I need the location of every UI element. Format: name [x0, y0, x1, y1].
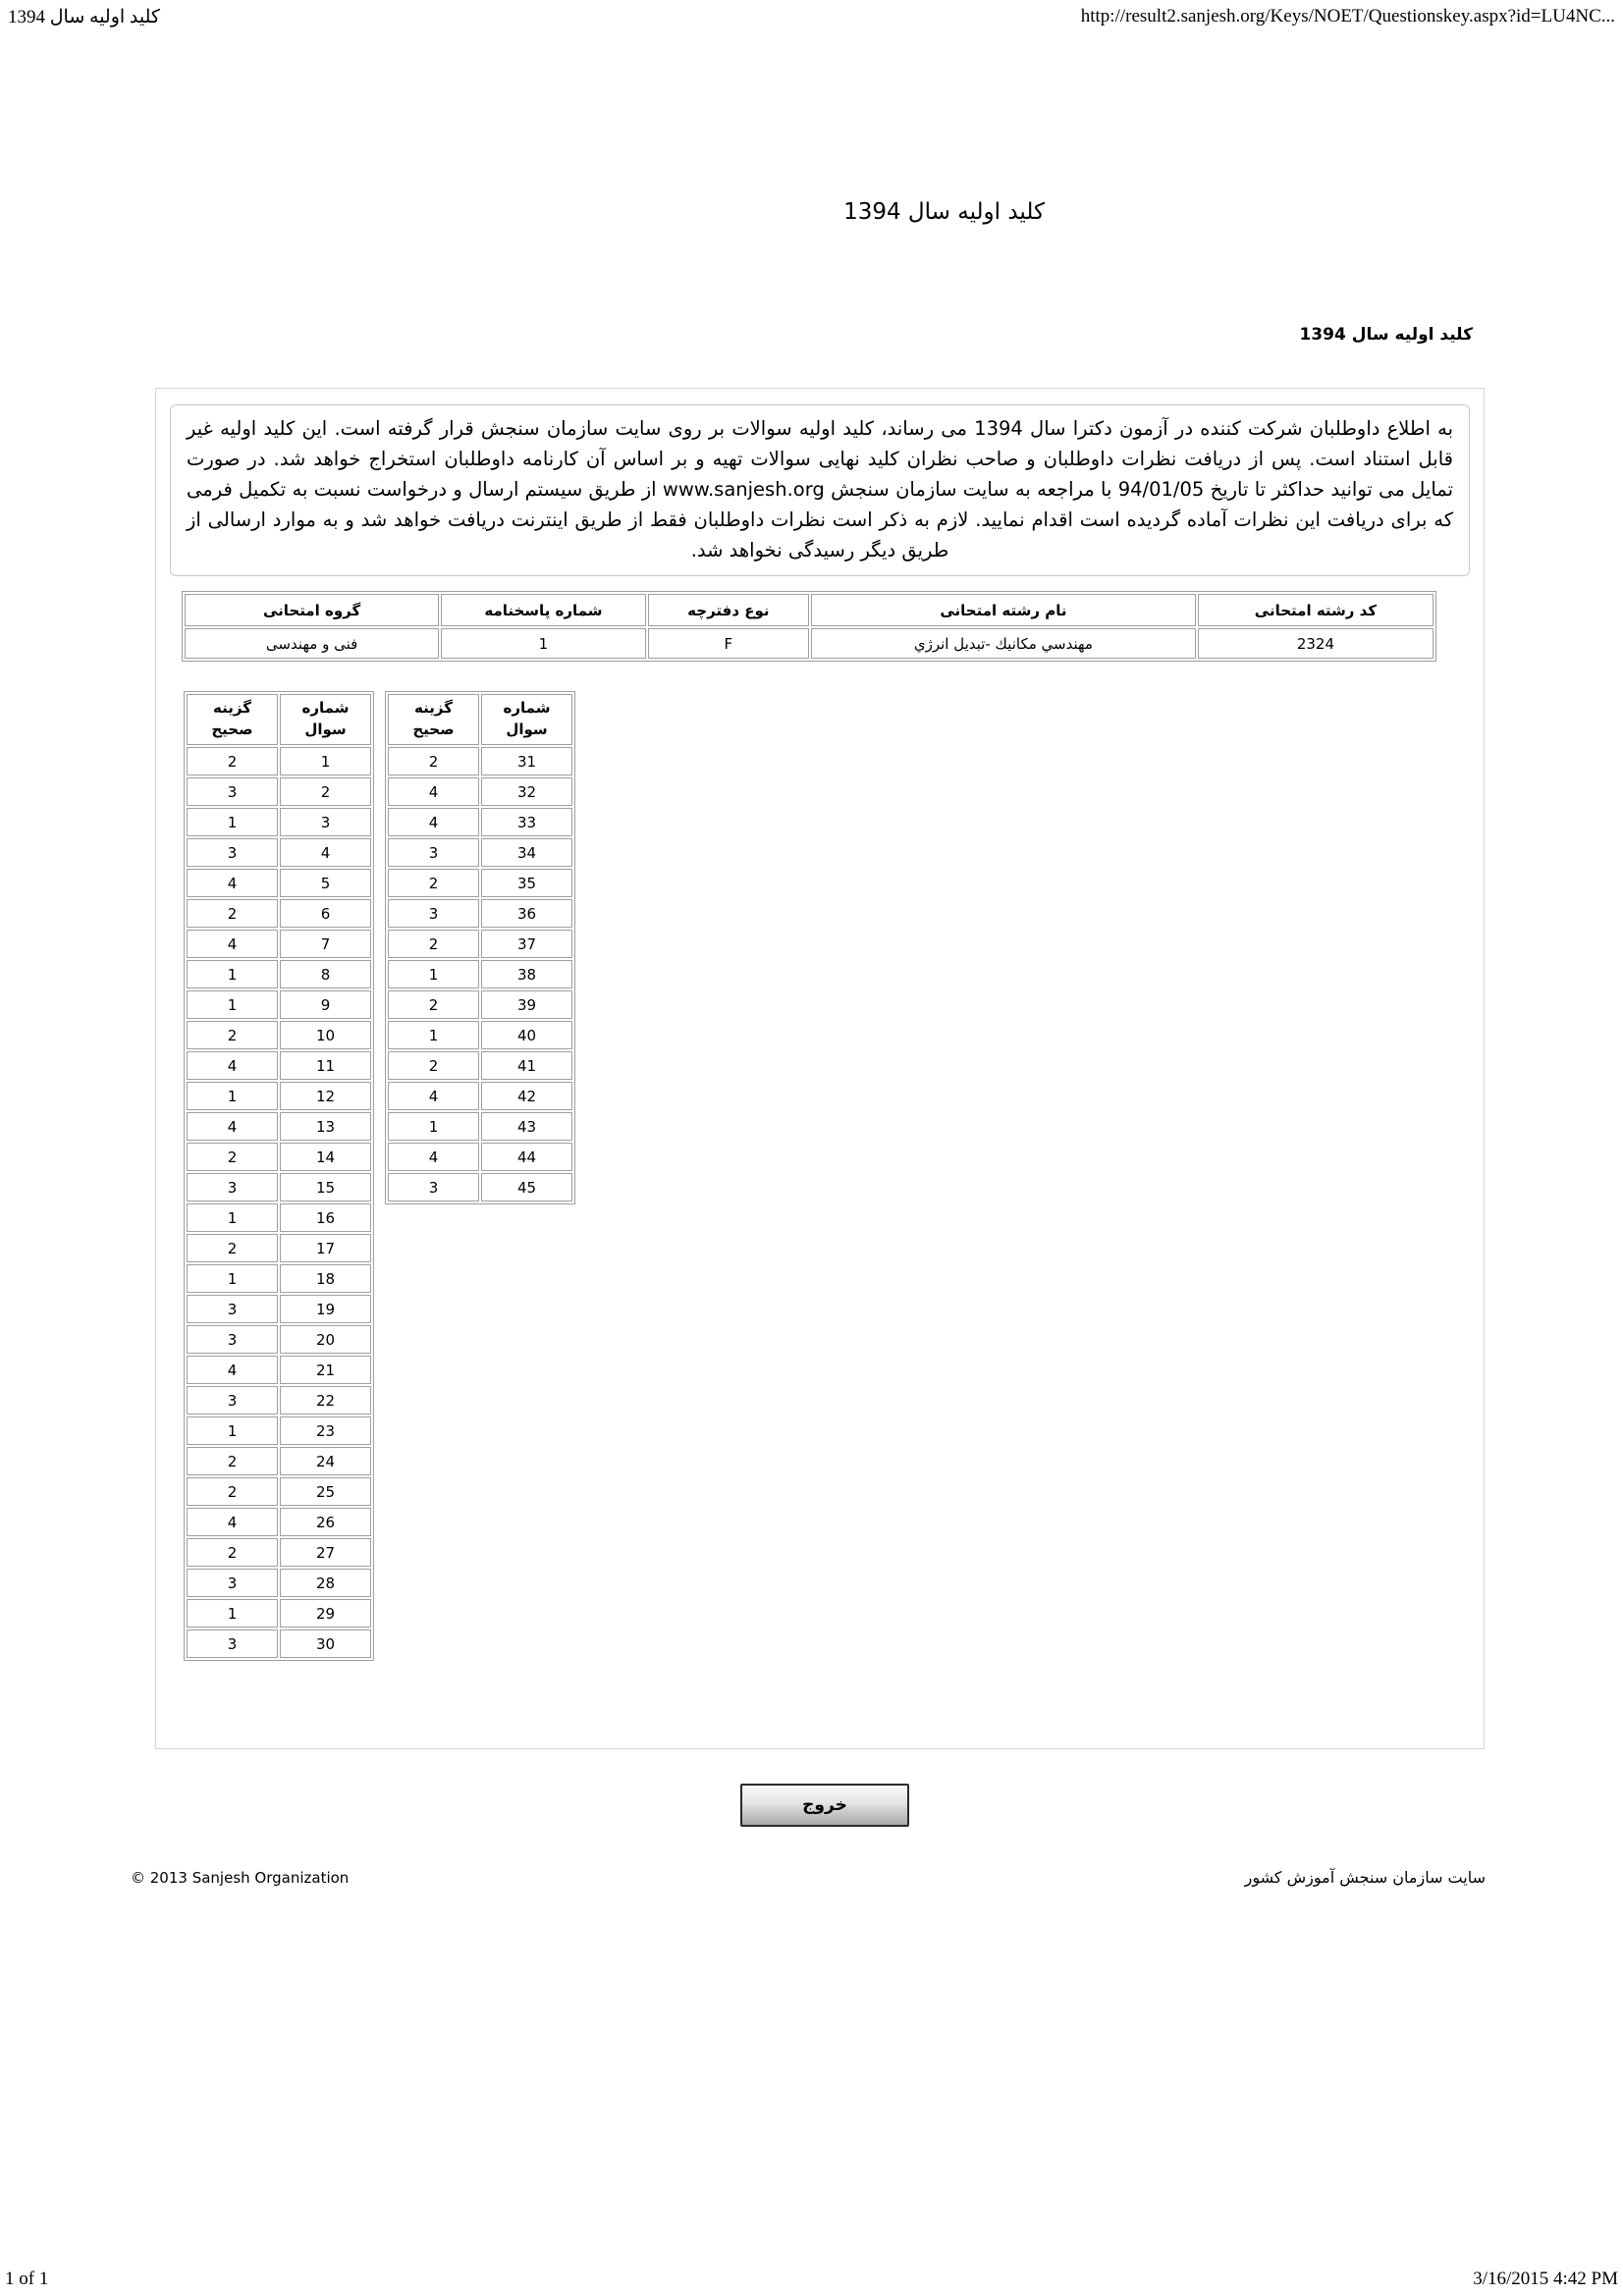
- correct-option-cell: 2: [388, 930, 479, 958]
- page-title: کلید اولیه سال 1394: [843, 199, 1045, 225]
- correct-option-cell: 1: [187, 960, 278, 988]
- key-row: [187, 1051, 371, 1080]
- key-row: [187, 899, 371, 928]
- question-number-cell: 4: [280, 838, 371, 867]
- correct-option-cell: 2: [388, 747, 479, 775]
- key-row: [187, 1021, 371, 1049]
- correct-option-cell: 1: [187, 1416, 278, 1445]
- correct-option-cell: 3: [187, 1629, 278, 1658]
- question-number-cell: 44: [481, 1143, 572, 1171]
- exam-info-header-row: [185, 594, 1434, 626]
- correct-option-cell: 2: [388, 1051, 479, 1080]
- key-row: [187, 1477, 371, 1506]
- question-number-cell: 10: [280, 1021, 371, 1049]
- question-number-cell: 42: [481, 1082, 572, 1110]
- correct-option-cell: 4: [187, 1508, 278, 1536]
- correct-option-cell: 2: [187, 1143, 278, 1171]
- correct-option-cell: 1: [187, 1599, 278, 1628]
- key-row: [388, 1143, 572, 1171]
- key-row: [388, 777, 572, 806]
- correct-option-cell: 1: [187, 808, 278, 836]
- question-number-cell: 33: [481, 808, 572, 836]
- print-footer-datetime: 3/16/2015 4:42 PM: [1473, 2269, 1618, 2289]
- question-number-cell: 1: [280, 747, 371, 775]
- header-correct-option: گزینه صحیح: [388, 694, 479, 745]
- value-sheet-number: 1: [441, 628, 646, 659]
- key-header-row: [187, 694, 371, 745]
- correct-option-cell: 1: [187, 990, 278, 1019]
- correct-option-cell: 3: [388, 899, 479, 928]
- header-question-number: شماره سوال: [481, 694, 572, 745]
- key-row: [388, 1021, 572, 1049]
- question-number-cell: 13: [280, 1112, 371, 1141]
- exit-button[interactable]: خروج: [740, 1784, 909, 1827]
- correct-option-cell: 4: [187, 869, 278, 897]
- correct-option-cell: 4: [187, 1356, 278, 1384]
- header-sheet-number: شماره پاسخنامه: [441, 594, 646, 626]
- question-number-cell: 7: [280, 930, 371, 958]
- question-number-cell: 11: [280, 1051, 371, 1080]
- question-number-cell: 37: [481, 930, 572, 958]
- question-number-cell: 36: [481, 899, 572, 928]
- key-row: [187, 869, 371, 897]
- header-booklet-type: نوع دفترچه: [648, 594, 809, 626]
- question-number-cell: 19: [280, 1295, 371, 1323]
- correct-option-cell: 3: [187, 1386, 278, 1415]
- correct-option-cell: 4: [187, 930, 278, 958]
- question-number-cell: 38: [481, 960, 572, 988]
- question-number-cell: 22: [280, 1386, 371, 1415]
- key-row: [187, 777, 371, 806]
- key-row: [187, 838, 371, 867]
- correct-option-cell: 2: [187, 1021, 278, 1049]
- correct-option-cell: 1: [388, 1021, 479, 1049]
- correct-option-cell: 4: [187, 1112, 278, 1141]
- key-row: [187, 1508, 371, 1536]
- exam-info-data-row: [185, 628, 1434, 659]
- question-number-cell: 8: [280, 960, 371, 988]
- question-number-cell: 14: [280, 1143, 371, 1171]
- question-number-cell: 6: [280, 899, 371, 928]
- question-number-cell: 3: [280, 808, 371, 836]
- question-number-cell: 23: [280, 1416, 371, 1445]
- key-row: [388, 838, 572, 867]
- value-exam-code: 2324: [1198, 628, 1434, 659]
- question-number-cell: 26: [280, 1508, 371, 1536]
- key-row: [187, 1569, 371, 1597]
- question-number-cell: 34: [481, 838, 572, 867]
- answer-key-table-31-45: [385, 691, 575, 1204]
- key-row: [187, 1325, 371, 1354]
- correct-option-cell: 4: [388, 1082, 479, 1110]
- header-major-name: نام رشته امتحانی: [811, 594, 1196, 626]
- question-number-cell: 29: [280, 1599, 371, 1628]
- key-row: [187, 1143, 371, 1171]
- key-row: [187, 1416, 371, 1445]
- question-number-cell: 31: [481, 747, 572, 775]
- key-row: [187, 1599, 371, 1628]
- question-number-cell: 45: [481, 1173, 572, 1201]
- question-number-cell: 16: [280, 1203, 371, 1232]
- header-correct-option: گزینه صحیح: [187, 694, 278, 745]
- key-row: [187, 1112, 371, 1141]
- correct-option-cell: 2: [187, 1477, 278, 1506]
- correct-option-cell: 2: [187, 747, 278, 775]
- key-row: [187, 1264, 371, 1293]
- key-row: [187, 1234, 371, 1262]
- key-row: [388, 1051, 572, 1080]
- print-header-url: http://result2.sanjesh.org/Keys/NOET/Questionskey.aspx?id=LU4NC...: [1080, 6, 1615, 27]
- key-row: [187, 930, 371, 958]
- question-number-cell: 20: [280, 1325, 371, 1354]
- question-number-cell: 18: [280, 1264, 371, 1293]
- copyright-text: © 2013 Sanjesh Organization: [131, 1868, 350, 1887]
- correct-option-cell: 2: [187, 1447, 278, 1475]
- key-row: [187, 960, 371, 988]
- key-row: [388, 899, 572, 928]
- site-footer: [131, 1868, 1486, 1887]
- key-row: [388, 930, 572, 958]
- question-number-cell: 28: [280, 1569, 371, 1597]
- header-exam-group: گروه امتحانی: [185, 594, 439, 626]
- page-subtitle: کلید اولیه سال 1394: [1299, 325, 1473, 345]
- correct-option-cell: 4: [388, 1143, 479, 1171]
- question-number-cell: 25: [280, 1477, 371, 1506]
- question-number-cell: 17: [280, 1234, 371, 1262]
- correct-option-cell: 3: [187, 1569, 278, 1597]
- question-number-cell: 9: [280, 990, 371, 1019]
- site-name-text: سایت سازمان سنجش آموزش کشور: [1244, 1868, 1486, 1887]
- correct-option-cell: 1: [187, 1264, 278, 1293]
- value-booklet-type: F: [648, 628, 809, 659]
- correct-option-cell: 3: [388, 838, 479, 867]
- key-row: [388, 1173, 572, 1201]
- question-number-cell: 2: [280, 777, 371, 806]
- question-number-cell: 35: [481, 869, 572, 897]
- correct-option-cell: 4: [388, 777, 479, 806]
- question-number-cell: 5: [280, 869, 371, 897]
- correct-option-cell: 3: [187, 1325, 278, 1354]
- question-number-cell: 21: [280, 1356, 371, 1384]
- correct-option-cell: 1: [187, 1203, 278, 1232]
- value-major-name: مهندسي مكانيك -تبديل انرژي: [811, 628, 1196, 659]
- correct-option-cell: 4: [388, 808, 479, 836]
- question-number-cell: 41: [481, 1051, 572, 1080]
- question-number-cell: 39: [481, 990, 572, 1019]
- content-container: [155, 388, 1485, 1749]
- key-row: [187, 1447, 371, 1475]
- key-row: [187, 1629, 371, 1658]
- correct-option-cell: 3: [187, 777, 278, 806]
- key-row: [388, 1082, 572, 1110]
- correct-option-cell: 2: [187, 1234, 278, 1262]
- key-row: [388, 747, 572, 775]
- correct-option-cell: 4: [187, 1051, 278, 1080]
- key-row: [187, 747, 371, 775]
- question-number-cell: 32: [481, 777, 572, 806]
- key-row: [187, 1082, 371, 1110]
- correct-option-cell: 3: [187, 1173, 278, 1201]
- notice-box: به اطلاع داوطلبان شرکت کننده در آزمون دکترا سال 1394 می رساند، کلید اولیه سوالات بر روی سایت سازمان سنجش قرار گرفته است. این کلید اولیه غیر قابل استناد است. پس از دریافت نظرات داوطلبان و صاحب نظران کلید نهایی سوالات تهیه و بر اساس آن کارنامه داوطلبان استخراج خواهد شد. در صورت تمایل می توانید حداکثر تا تاریخ 94/01/05 با مراجعه به سایت سازمان سنجش www.sanjesh.org از طریق سیستم ارسال و درخواست نسبت به تکمیل فرمی که برای دریافت این نظرات آماده گردیده است اقدام نمایید. لازم به ذکر است نظرات داوطلبان فقط از طریق اینترنت دریافت خواهد شد و به موارد ارسالی از طریق دیگر رسیدگی نخواهد شد.: [170, 404, 1470, 576]
- print-header: [8, 6, 1615, 28]
- correct-option-cell: 3: [388, 1173, 479, 1201]
- correct-option-cell: 3: [187, 838, 278, 867]
- key-header-row: [388, 694, 572, 745]
- answer-key-table-1-30: [184, 691, 374, 1661]
- print-footer: [5, 2269, 1618, 2290]
- correct-option-cell: 2: [187, 1538, 278, 1567]
- correct-option-cell: 2: [187, 899, 278, 928]
- key-row: [388, 1112, 572, 1141]
- key-row: [388, 990, 572, 1019]
- correct-option-cell: 2: [388, 869, 479, 897]
- correct-option-cell: 1: [388, 1112, 479, 1141]
- print-footer-page-count: 1 of 1: [5, 2269, 49, 2289]
- header-exam-code: کد رشته امتحانی: [1198, 594, 1434, 626]
- key-row: [187, 1386, 371, 1415]
- key-row: [388, 808, 572, 836]
- question-number-cell: 30: [280, 1629, 371, 1658]
- key-row: [187, 990, 371, 1019]
- key-row: [187, 1295, 371, 1323]
- key-row: [187, 808, 371, 836]
- print-header-document-title: کلید اولیه سال 1394: [8, 7, 160, 27]
- question-number-cell: 12: [280, 1082, 371, 1110]
- question-number-cell: 15: [280, 1173, 371, 1201]
- key-row: [388, 960, 572, 988]
- question-number-cell: 40: [481, 1021, 572, 1049]
- correct-option-cell: 1: [388, 960, 479, 988]
- exam-info-table: [182, 591, 1436, 662]
- correct-option-cell: 2: [388, 990, 479, 1019]
- key-row: [187, 1538, 371, 1567]
- key-row: [187, 1356, 371, 1384]
- value-exam-group: فنی و مهندسی: [185, 628, 439, 659]
- key-row: [388, 869, 572, 897]
- header-question-number: شماره سوال: [280, 694, 371, 745]
- key-row: [187, 1203, 371, 1232]
- answer-key-tables: [184, 691, 1484, 1661]
- correct-option-cell: 1: [187, 1082, 278, 1110]
- question-number-cell: 43: [481, 1112, 572, 1141]
- question-number-cell: 24: [280, 1447, 371, 1475]
- question-number-cell: 27: [280, 1538, 371, 1567]
- correct-option-cell: 3: [187, 1295, 278, 1323]
- key-row: [187, 1173, 371, 1201]
